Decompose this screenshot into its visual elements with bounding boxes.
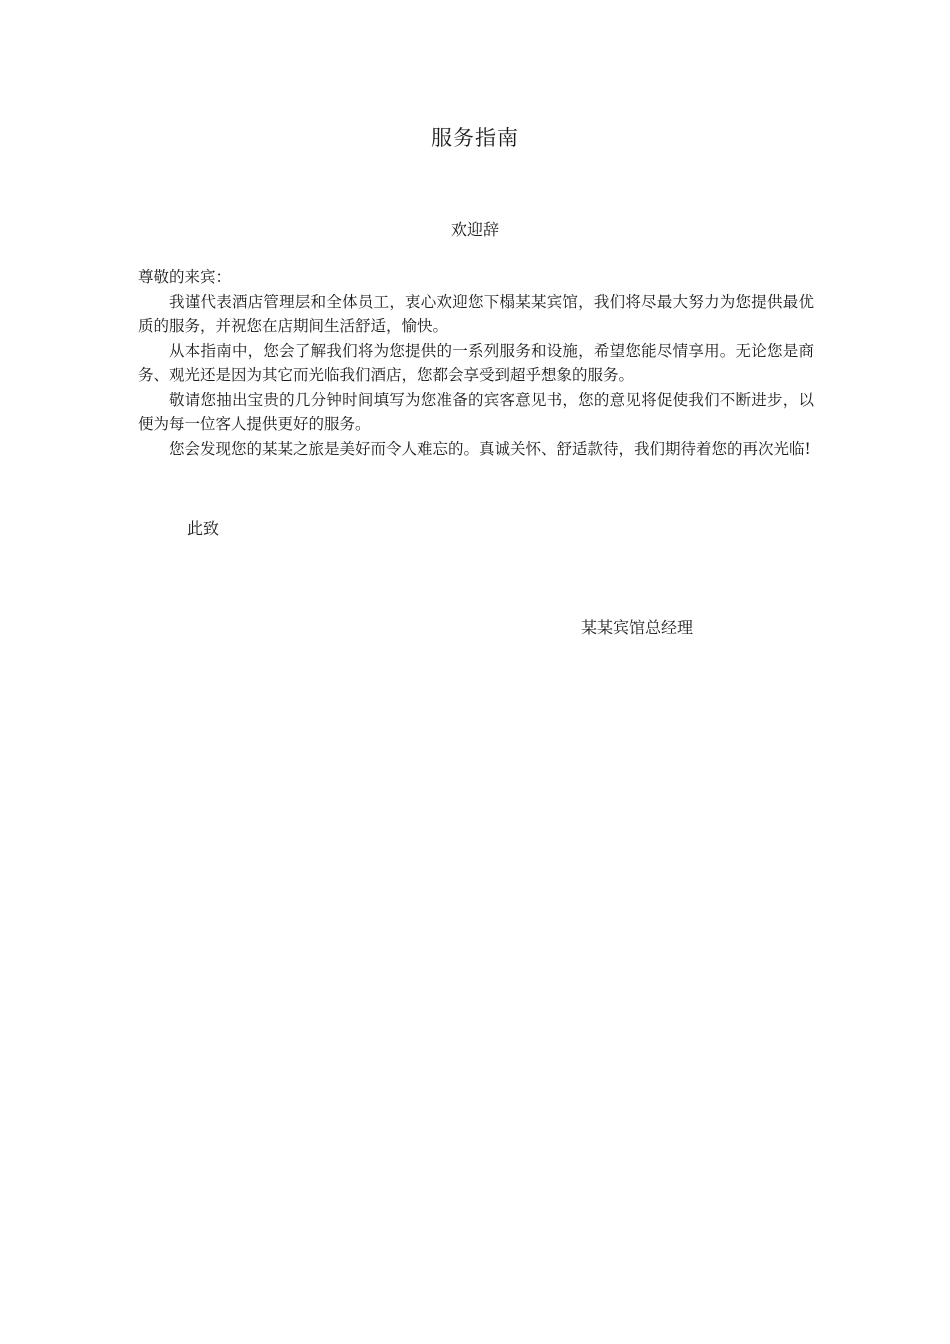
signature: 某某宾馆总经理	[581, 618, 694, 637]
salutation: 尊敬的来宾：	[138, 268, 232, 286]
paragraph-4: 您会发现您的某某之旅是美好而令人难忘的。真诚关怀、舒适款待，我们期待着您的再次光临!	[169, 439, 811, 458]
paragraph-3: 敬请您抽出宝贵的几分钟时间填写为您准备的宾客意见书，您的意见将促使我们不断进步，以便为每一位客人提供更好的服务。	[138, 390, 814, 433]
paragraph-1: 我谨代表酒店管理层和全体员工，衷心欢迎您下榻某某宾馆，我们将尽最大努力为您提供最优质的服务，并祝您在店期间生活舒适，愉快。	[138, 292, 814, 335]
letter-body	[138, 265, 814, 461]
paragraph-2: 从本指南中，您会了解我们将为您提供的一系列服务和设施，希望您能尽情享用。无论您是商务、观光还是因为其它而光临我们酒店，您都会享受到超乎想象的服务。	[138, 341, 814, 384]
document-title: 服务指南	[431, 126, 519, 150]
closing-phrase: 此致	[187, 519, 220, 538]
welcome-heading: 欢迎辞	[450, 220, 499, 239]
